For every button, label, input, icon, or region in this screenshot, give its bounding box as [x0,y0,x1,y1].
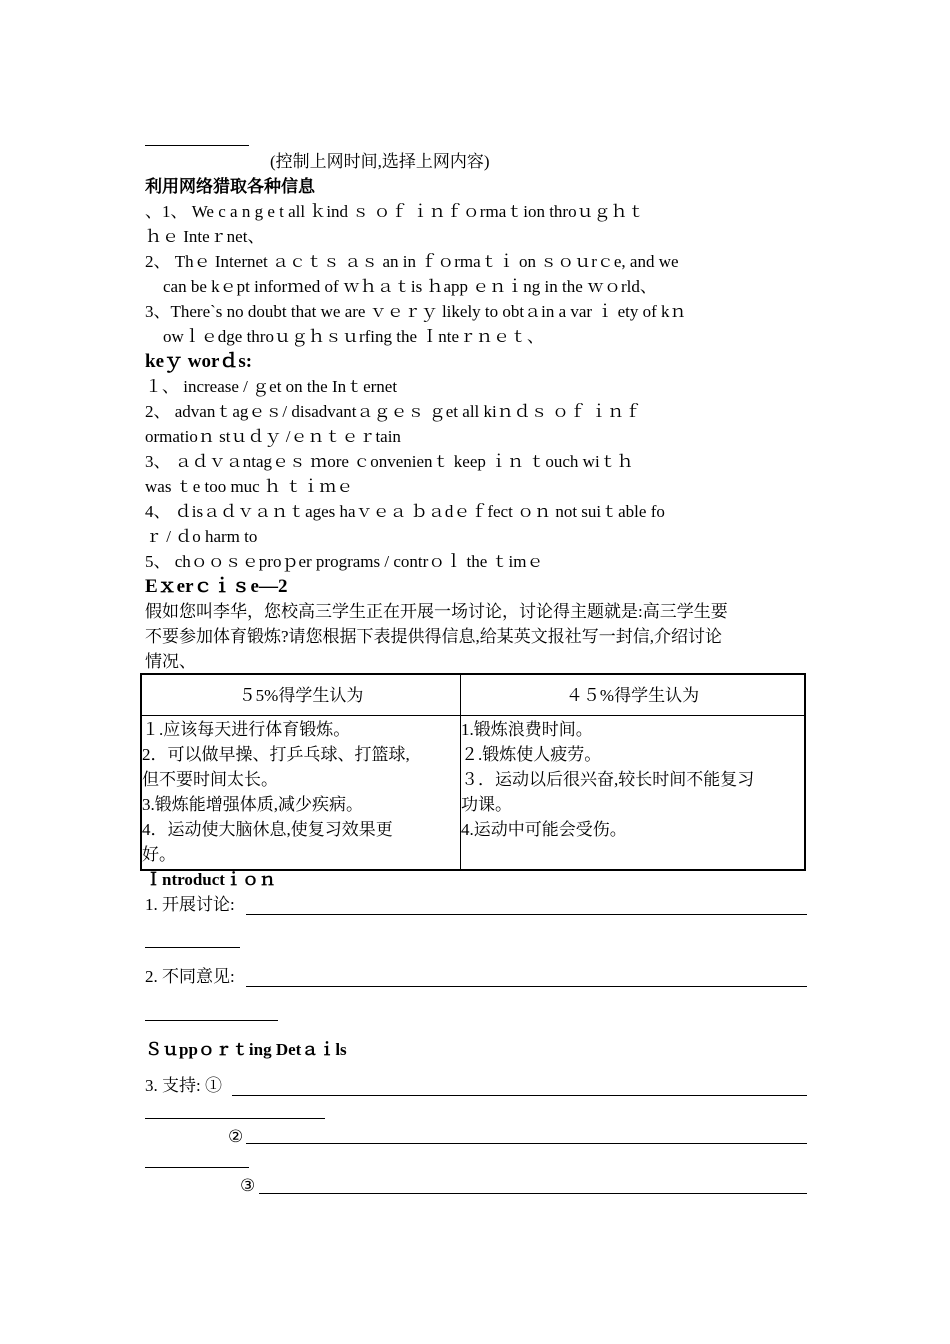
top-blank-line [145,145,249,146]
answer-line-3-1[interactable] [232,1095,807,1096]
answer-line-3-2-cont[interactable] [145,1167,249,1168]
table-cell-right [461,716,806,871]
table-header-row [141,674,805,716]
supporting-details-heading: Ｓｕppｏｒｔing Detａｉls [145,1040,347,1059]
keyword-4a: 4、 ｄisａｄｖａｎｔages haｖｅａ ｂａdｅｆfect ｏｎ not suiｔable fo [145,502,665,521]
answer-line-1[interactable] [246,914,807,915]
question-3-label: 3. 支持: ① [145,1076,222,1095]
exercise-prompt-1: 假如您叫李华，您校高三学生正在开展一场讨论，讨论得主题就是:高三学生要 [145,602,728,621]
table-cell-line: １.应该每天进行体育锻炼。 [142,720,351,739]
opinion-table [140,673,806,871]
answer-line-3-1-cont[interactable] [145,1118,325,1119]
keyword-2a: 2、 advanｔagｅｓ/ disadvantａｇｅｓ ｇet all kiｎｄｓ ｏｆ ｉｎｆ [145,402,642,421]
keyword-3a: 3、 ａｄｖａntagｅｓ ｍore ｃonvenienｔ keep ｉｎ ｔouch wiｔｈ [145,452,634,471]
table-cell-line: 4．运动使大脑休息,使复习效果更 [142,820,393,839]
question-3-marker-2: ② [228,1127,244,1146]
keyword-3b: was ｔe too muc ｈ ｔｉｍｅ [145,477,354,496]
table-header-right: ４５%得学生认为 [461,674,806,716]
table-cell-line: 2．可以做早操、打乒乓球、打篮球, [142,745,410,764]
answer-line-2-cont[interactable] [145,1020,278,1021]
info-item-2a: 2、 Thｅ Internet ａｃｔｓ ａｓ an in ｆｏrmaｔｉ on ｓｏｕrｃe, and we [145,252,679,271]
answer-line-3-3[interactable] [259,1193,807,1194]
intro-note: (控制上网时间,选择上网内容) [270,152,490,171]
question-3-marker-3: ③ [240,1176,256,1195]
keyword-5: 5、 chｏｏｓｅproｐer programs / contrｏｌ the ｔimｅ [145,552,544,571]
info-item-2b: can be kｅpt inforｍed of ｗｈａｔis ｈapp ｅｎｉng in the ｗｏrld、 [163,277,657,296]
keyword-2b: ormatioｎ stｕｄｙ /ｅｎｔｅｒtain [145,427,401,446]
table-cell-line: ３．运动以后很兴奋,较长时间不能复习 [461,770,755,789]
question-1-label: 1. 开展讨论: [145,895,235,914]
question-2-label: 2. 不同意见: [145,967,235,986]
table-header-left: ５5%得学生认为 [141,674,461,716]
table-cell-line: 功课。 [461,795,512,814]
keywords-heading: keｙ worｄs: [145,351,253,372]
table-cell-line: ２.锻炼使人疲劳。 [461,745,602,764]
table-cell-line: 1.锻炼浪费时间。 [461,720,593,739]
info-item-3a: 3、There`s no doubt that we are ｖｅｒｙ likely to obtａin a var ｉ ety of kｎ [145,302,687,321]
table-cell-line: 好。 [142,845,176,864]
answer-line-2[interactable] [246,986,807,987]
table-cell-line: 4.运动中可能会受伤。 [461,820,627,839]
exercise-heading: Eｘerｃｉｓe—2 [145,576,288,597]
exercise-prompt-2: 不要参加体育锻炼?请您根据下表提供得信息,给某英文报社写一封信,介绍讨论 [145,627,723,646]
table-cell-line: 但不要时间太长。 [142,770,278,789]
info-item-1a: 、1、 We c a n g e t all ｋind ｓ ｏｆ ｉｎｆｏrmaｔion throｕｇｈｔ [145,202,645,221]
info-item-1b: ｈｅ Inteｒnet、 [145,227,265,246]
table-cell-left [141,716,461,871]
table-cell-line: 3.锻炼能增强体质,减少疾病。 [142,795,363,814]
answer-line-1-cont[interactable] [145,947,240,948]
info-heading: 利用网络猎取各种信息 [145,177,315,196]
keyword-4b: ｒ / ｄo harm to [145,527,258,546]
introduction-heading: Ｉntroductｉｏｎ [145,870,276,889]
keyword-1: １、 increase / ｇet on the Inｔernet [145,377,398,396]
answer-line-3-2[interactable] [246,1143,807,1144]
table-row [141,716,805,871]
info-item-3b: owｌｅdge throｕｇｈｓｕrfing the Ｉnteｒｎｅｔ、 [163,327,545,346]
exercise-prompt-3: 情况、 [145,652,196,671]
